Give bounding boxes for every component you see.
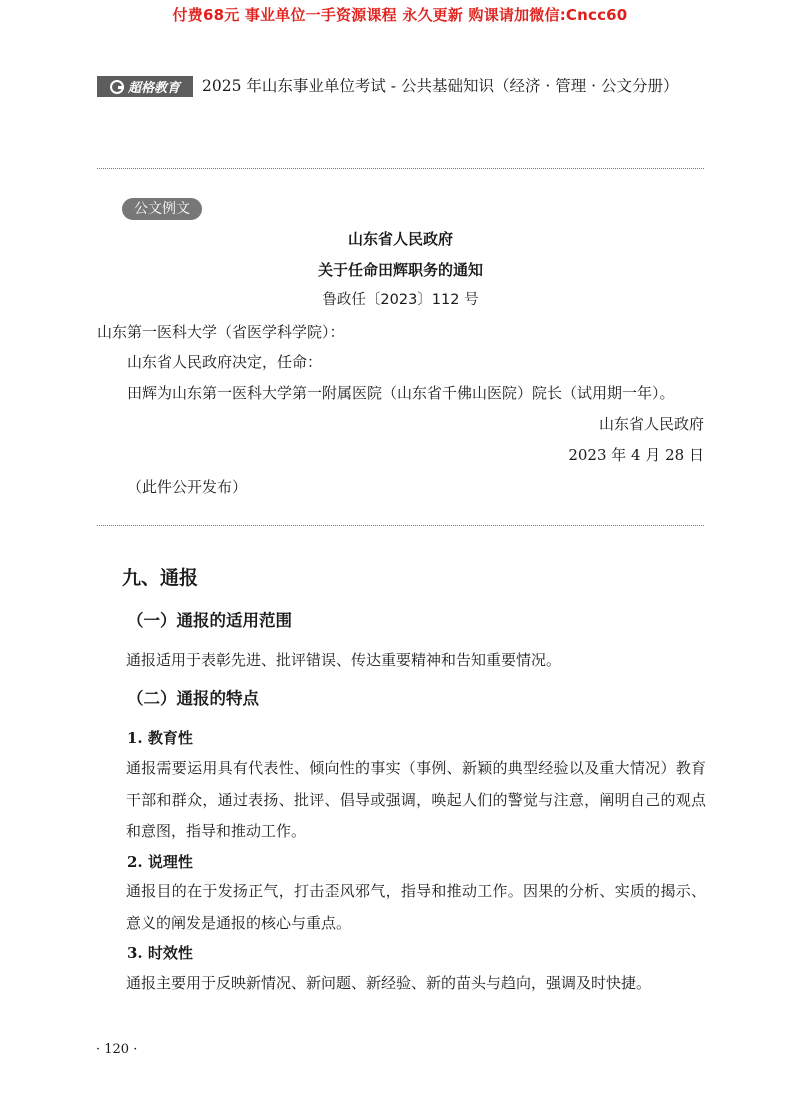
doc-body-line-2: 田辉为山东第一医科大学第一附属医院（山东省千佛山医院）院长（试用期一年）。 <box>127 384 675 402</box>
doc-number: 鲁政任〔2023〕112 号 <box>322 292 479 308</box>
section-heading: 九、通报 <box>122 567 199 589</box>
subsection-heading-features: （二）通报的特点 <box>127 689 259 708</box>
feature-text-reasoning: 通报目的在于发扬正气，打击歪风邪气，指导和推动工作。因果的分析、实质的揭示、意义的阐发是通报的核心与重点。 <box>126 882 706 932</box>
scope-text: 通报适用于表彰先进、批评错误、传达重要精神和告知重要情况。 <box>126 651 562 669</box>
example-bottom-divider <box>97 525 704 526</box>
doc-note: （此件公开发布） <box>127 478 248 496</box>
feature-heading-reasoning: 2. 说理性 <box>127 853 193 871</box>
feature-heading-timeliness: 3. 时效性 <box>127 944 193 962</box>
page-number: · 120 · <box>96 1042 138 1057</box>
doc-recipient: 山东第一医科大学（省医学科学院）： <box>97 323 345 341</box>
subsection-heading-scope: （一）通报的适用范围 <box>127 611 292 630</box>
doc-title: 关于任命田辉职务的通知 <box>317 261 483 279</box>
watermark-banner: 付费68元 事业单位一手资源课程 永久更新 购课请加微信:Cncc60 <box>172 6 628 24</box>
doc-date: 2023 年 4 月 28 日 <box>568 446 704 464</box>
feature-heading-education: 1. 教育性 <box>127 729 193 747</box>
doc-body-line-1: 山东省人民政府决定，任命： <box>127 353 323 371</box>
example-top-divider <box>97 168 704 169</box>
publisher-logo <box>97 76 193 97</box>
example-tag: 公文例文 <box>122 198 202 220</box>
doc-signature: 山东省人民政府 <box>598 415 704 433</box>
feature-text-timeliness: 通报主要用于反映新情况、新问题、新经验、新的苗头与趋向，强调及时快捷。 <box>126 974 652 992</box>
logo-text: 超格教育 <box>127 81 180 96</box>
logo-g-icon <box>110 80 124 94</box>
book-title: 2025 年山东事业单位考试 - 公共基础知识（经济 · 管理 · 公文分册） <box>202 77 679 95</box>
feature-text-education: 通报需要运用具有代表性、倾向性的事实（事例、新颖的典型经验以及重大情况）教育干部和群众，通过表扬、批评、倡导或强调，唤起人们的警觉与注意，阐明自己的观点和意图，指导和推动工作。 <box>126 759 706 840</box>
doc-issuer: 山东省人民政府 <box>347 230 453 248</box>
